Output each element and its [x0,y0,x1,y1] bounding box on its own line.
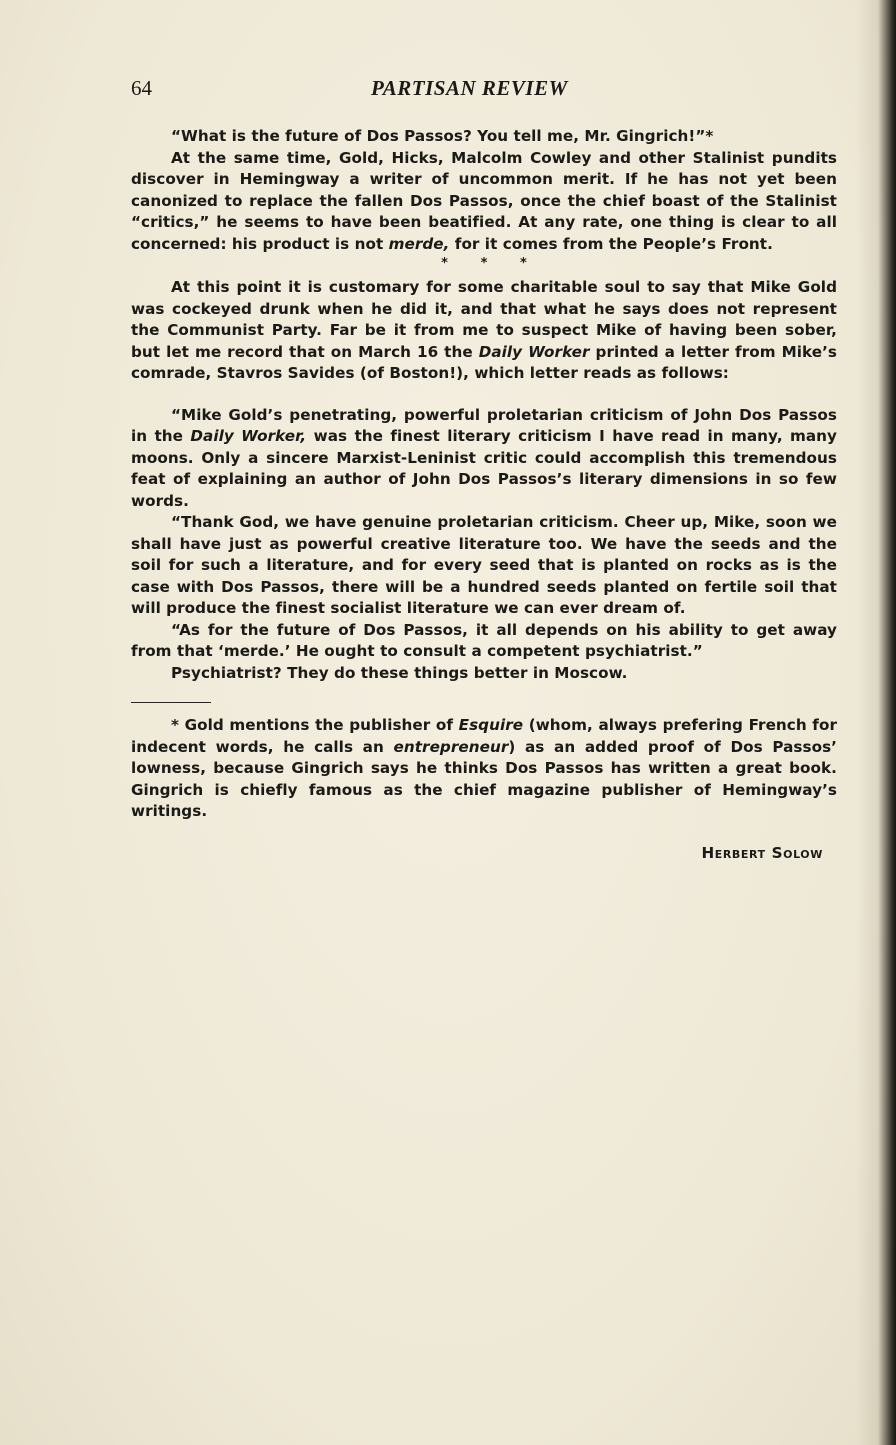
quote-paragraph: “As for the future of Dos Passos, it all depends on his ability to get away from that ‘merde.’ He ought to consult a competent psychiatrist.” [131,620,837,660]
section-break: * * * [441,256,527,271]
paragraph-text: printed a letter from Mike’s comrade, Stavros Savides (of Boston!), which letter reads as follows: [131,342,837,382]
paragraph [131,148,837,256]
italic-text: merde, [388,234,450,253]
quote-paragraph: “Thank God, we have genuine proletarian criticism. Cheer up, Mike, soon we shall have just as powerful creative literature too. We have the seeds and the soil for such a literature, and for every seed that is planted on rocks as is the case with Dos Passos, there will be a hundred seeds planted on fertile soil that will produce the finest socialist literature we can ever dream of. [131,513,837,617]
quote-text: was the finest literary criticism I have read in many, many moons. Only a sincere Marxist-Leninist critic could accomplish this tremendous feat of explaining an author of John Dos Passos’s literary dimensions in so few words. [131,427,837,510]
footnote-text [131,715,837,823]
footnote-part: ) as an added proof of Dos Passos’ lowness, because Gingrich says he thinks Dos Passos has written a great book. Gingrich is chiefly famous as the chief magazine publisher of Hemingway’s writings. [131,737,838,820]
quoted-letter [131,405,837,663]
paragraph: Psychiatrist? They do these things better in Moscow. [171,663,628,682]
page-header [131,76,841,106]
paragraph [131,277,837,385]
italic-text: Daily Worker, [190,427,307,445]
footnote [131,715,837,823]
running-head: PARTISAN REVIEW [371,76,568,100]
quote-paragraph [131,405,837,513]
italic-text: entrepreneur [393,737,509,756]
paragraph-text: At the same time, Gold, Hicks, Malcolm Cowley and other Stalinist pundits discover in Hemingway a writer of uncommon merit. If he has not yet been canonized to replace the fallen Dos Passos, once the chief boast of the Stalinist “critics,” he seems to have been beatified. At any rate, one thing is clear to all concerned: his product is not [131,148,837,253]
binding-shadow [856,0,896,1445]
italic-text: Daily Worker [478,342,590,361]
italic-text: Esquire [458,716,524,734]
author-signature: Herbert Solow [701,843,823,862]
paragraph-text: “What is the future of Dos Passos? You tell me, Mr. Gingrich!”* [171,127,714,145]
paragraph [131,126,837,148]
page-number: 64 [131,76,152,100]
paragraph-text: for it comes from the People’s Front. [449,234,773,253]
quote-text: “Mike Gold’s penetrating, powerful proletarian criticism of John Dos Passos in the [131,405,837,445]
footnote-part: (whom, always prefering French for indecent words, he calls an [131,716,837,756]
article-body [131,126,837,864]
footnote-divider [131,702,211,703]
footnote-part: * Gold mentions the publisher of [171,716,459,734]
paragraph-text: At this point it is customary for some charitable soul to say that Mike Gold was cockeyed drunk when he did it, and that what he says does not represent the Communist Party. Far be it from me to suspect Mike of having been sober, but let me record that on March 16 the [131,278,837,361]
